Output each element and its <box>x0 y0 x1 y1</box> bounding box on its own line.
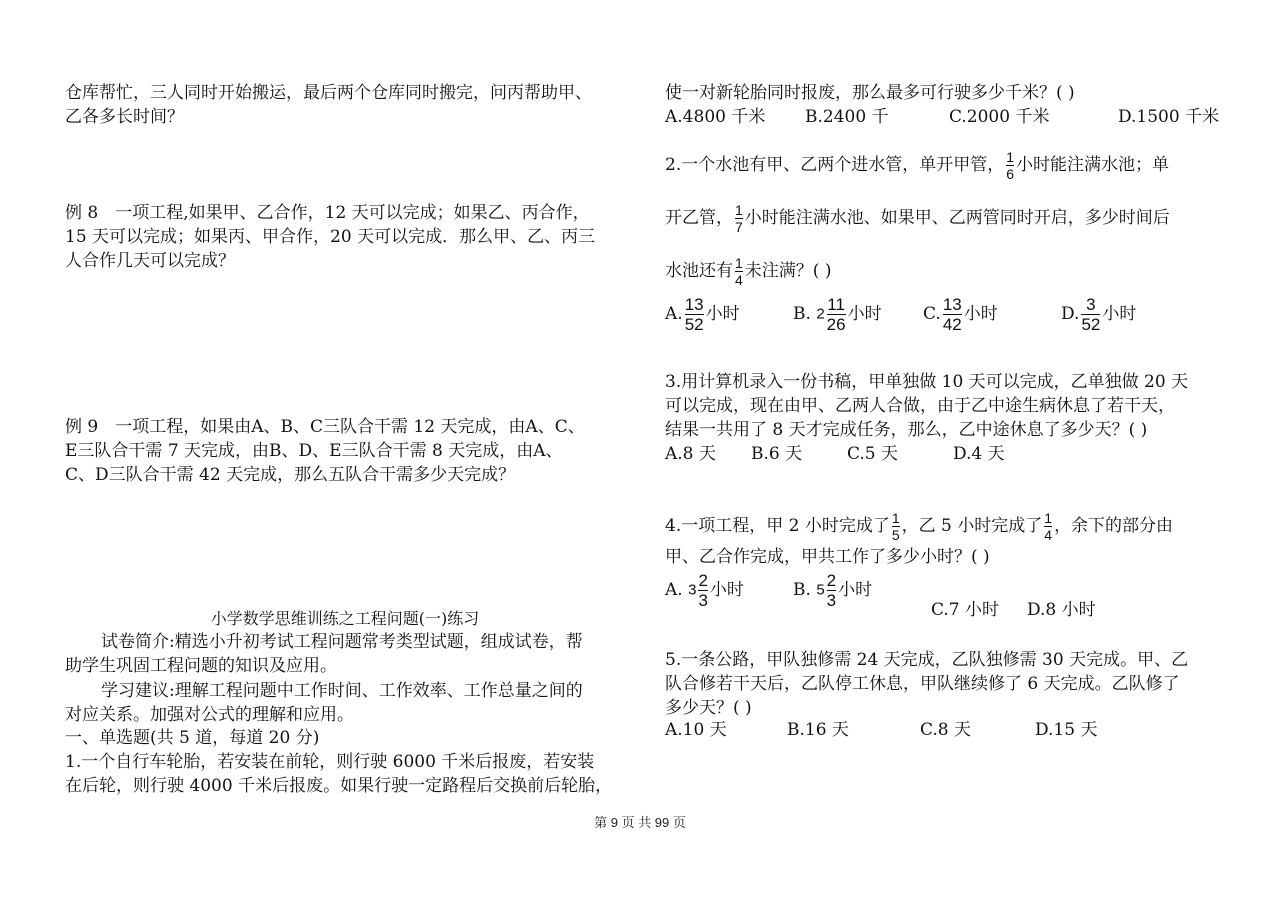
question-2-line-3 <box>665 256 831 287</box>
denominator: 26 <box>826 315 846 334</box>
whole-part: 5 <box>816 581 825 599</box>
q5-option-b: B.16 天 <box>787 720 849 740</box>
advice-line-2: 对应关系。加强对公式的理解和应用。 <box>65 705 354 725</box>
fraction <box>827 572 836 609</box>
q3-option-b: B.6 天 <box>751 444 803 464</box>
q2-line3-text-a: 水池还有 <box>665 261 733 281</box>
mixed-number <box>816 295 847 334</box>
numerator: 2 <box>698 571 708 590</box>
denominator: 4 <box>1044 527 1053 543</box>
intro-line-1: 试卷简介:精选小升初考试工程问题常考类型试题，组成试卷，帮 <box>101 632 583 652</box>
option-unit: 小时 <box>847 304 882 324</box>
option-label: A. <box>665 580 683 600</box>
whole-part: 2 <box>816 305 825 323</box>
q5-option-d: D.15 天 <box>1035 720 1098 740</box>
q2-line1-text-b: 小时能注满水池；单 <box>1016 155 1170 175</box>
denominator: 6 <box>1006 166 1015 182</box>
example-8-line-2: 15 天可以完成；如果丙、甲合作，20 天可以完成．那么甲、乙、丙三 <box>65 227 596 247</box>
example-9-line-2: E三队合干需 7 天完成，由B、D、E三队合干需 8 天完成，由A、 <box>65 441 563 461</box>
q4-option-d: D.8 小时 <box>1027 600 1096 620</box>
option-unit: 小时 <box>1102 304 1137 324</box>
q5-option-c: C.8 天 <box>920 720 972 740</box>
intro-line-2: 助学生巩固工程问题的知识及应用。 <box>65 656 337 676</box>
q2-option-a <box>665 296 740 333</box>
q4-line1-text-a: 4.一项工程，甲 2 小时完成了 <box>665 516 890 536</box>
mixed-number <box>688 571 710 610</box>
question-1-line-2: 在后轮，则行驶 4000 千米后报废。如果行驶一定路程后交换前后轮胎， <box>65 776 613 796</box>
q3-option-c: C.5 天 <box>847 444 899 464</box>
fraction <box>735 256 743 287</box>
fraction <box>698 572 707 609</box>
numerator: 13 <box>684 295 704 314</box>
question-1-line-1: 1.一个自行车轮胎，若安装在前轮，则行驶 6000 千米后报废，若安装 <box>65 752 595 772</box>
fraction <box>827 296 846 333</box>
denominator: 3 <box>826 591 837 610</box>
fraction <box>735 203 743 234</box>
example-8-line-3: 人合作几天可以完成？ <box>65 251 235 271</box>
denominator: 3 <box>698 591 708 610</box>
numerator: 1 <box>735 202 743 218</box>
carry-line-1: 仓库帮忙，三人同时开始搬运，最后两个仓库同时搬完，问丙帮助甲、 <box>65 83 592 103</box>
option-unit: 小时 <box>709 580 744 600</box>
q4-option-a <box>665 572 744 609</box>
numerator: 1 <box>1044 510 1053 526</box>
example-8-line-1: 例 8 一项工程,如果甲、乙合作，12 天可以完成；如果乙、丙合作， <box>65 203 590 223</box>
numerator: 1 <box>1006 149 1015 165</box>
option-label: D. <box>1061 304 1080 324</box>
question-2-line-2 <box>665 203 1170 234</box>
q4-option-c: C.7 小时 <box>931 600 1000 620</box>
q2-line2-text-a: 开乙管， <box>665 208 733 228</box>
q2-line1-text-a: 2.一个水池有甲、乙两个进水管，单开甲管， <box>665 155 1005 175</box>
option-unit: 小时 <box>838 580 873 600</box>
q2-line3-text-b: 未注满？( ) <box>744 261 832 281</box>
part-heading: 一、单选题(共 5 道，每道 20 分) <box>65 728 320 748</box>
q1-option-a: A.4800 千米 <box>665 107 766 127</box>
question-3-line-1: 3.用计算机录入一份书稿，甲单独做 10 天可以完成，乙单独做 20 天 <box>665 372 1189 392</box>
option-unit: 小时 <box>705 304 740 324</box>
denominator: 7 <box>735 219 743 235</box>
question-4-line-2: 甲、乙合作完成，甲共工作了多少小时？( ) <box>665 547 990 567</box>
denominator: 52 <box>1081 315 1101 334</box>
q1-option-c: C.2000 千米 <box>949 107 1050 127</box>
fraction <box>892 511 900 542</box>
question-2-line-1 <box>665 150 1169 181</box>
denominator: 52 <box>684 315 704 334</box>
fraction <box>1006 150 1014 181</box>
question-3-line-2: 可以完成，现在由甲、乙两人合做，由于乙中途生病休息了若干天， <box>665 396 1175 416</box>
question-5-line-2: 队合修若干天后，乙队停工休息，甲队继续修了 6 天完成。乙队修了 <box>665 674 1180 694</box>
numerator: 2 <box>826 571 837 590</box>
q5-option-a: A.10 天 <box>665 720 727 740</box>
numerator: 1 <box>735 255 743 271</box>
advice-line-1: 学习建议:理解工程问题中工作时间、工作效率、工作总量之间的 <box>101 681 583 701</box>
fraction <box>943 296 962 333</box>
fraction <box>1081 296 1100 333</box>
numerator: 11 <box>827 295 845 314</box>
numerator: 3 <box>1086 295 1096 314</box>
page-footer: 第 9 页 共 99 页 <box>594 815 686 830</box>
q2-option-b <box>793 296 882 333</box>
option-label: B. <box>793 580 811 600</box>
q1-option-d: D.1500 千米 <box>1118 107 1220 127</box>
option-label: B. <box>793 304 811 324</box>
question-3-line-3: 结果一共用了 8 天才完成任务，那么，乙中途休息了多少天？( ) <box>665 420 1148 440</box>
fraction <box>1044 511 1052 542</box>
denominator: 4 <box>735 272 743 288</box>
option-label: A. <box>665 304 683 324</box>
denominator: 42 <box>942 315 962 334</box>
q3-option-a: A.8 天 <box>665 444 716 464</box>
q2-line2-text-b: 小时能注满水池、如果甲、乙两管同时开启，多少时间后 <box>744 208 1170 228</box>
q4-line1-text-b: ，乙 5 小时完成了 <box>901 516 1043 536</box>
option-unit: 小时 <box>963 304 998 324</box>
carry-line-2: 乙各多长时间？ <box>65 107 184 127</box>
q2-option-d <box>1061 296 1136 333</box>
option-label: C. <box>923 304 941 324</box>
question-4-line-1 <box>665 511 1173 542</box>
numerator: 1 <box>891 510 900 526</box>
mixed-number <box>816 571 838 610</box>
section-title: 小学数学思维训练之工程问题(一)练习 <box>210 609 480 628</box>
example-9-line-3: C、D三队合干需 42 天完成，那么五队合干需多少天完成？ <box>65 465 516 485</box>
question-1-line-3: 使一对新轮胎同时报废，那么最多可行驶多少千米？( ) <box>665 83 1075 103</box>
question-5-line-3: 多少天？( ) <box>665 698 752 718</box>
numerator: 13 <box>942 295 962 314</box>
whole-part: 3 <box>688 581 697 599</box>
q3-option-d: D.4 天 <box>953 444 1005 464</box>
fraction <box>685 296 704 333</box>
q2-option-c <box>923 296 998 333</box>
denominator: 5 <box>891 527 900 543</box>
q1-option-b: B.2400 千 <box>805 107 889 127</box>
question-5-line-1: 5.一条公路，甲队独修需 24 天完成，乙队独修需 30 天完成。甲、乙 <box>665 650 1189 670</box>
q4-option-b <box>793 572 872 609</box>
q4-line1-text-c: ，余下的部分由 <box>1054 516 1174 536</box>
example-9-line-1: 例 9 一项工程，如果由A、B、C三队合干需 12 天完成，由A、C、 <box>65 417 585 437</box>
